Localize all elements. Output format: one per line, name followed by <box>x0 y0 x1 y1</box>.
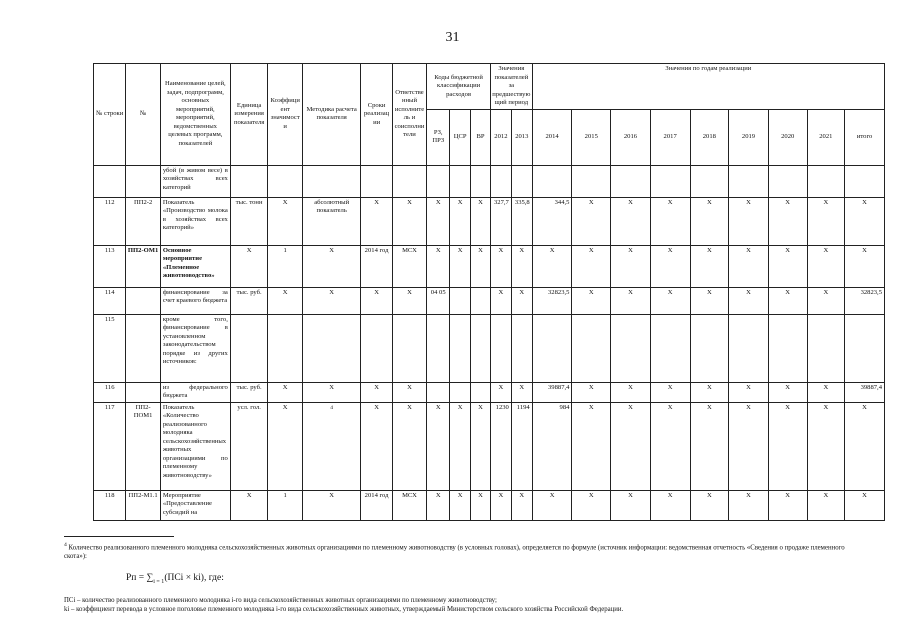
cell-csr <box>450 382 471 402</box>
cell-terms: 2014 год <box>361 245 392 287</box>
cell-name: финансирование за счет краевого бюджета <box>160 287 230 314</box>
cell-csr <box>450 165 471 197</box>
cell-value <box>690 314 729 382</box>
cell-vr: X <box>471 245 491 287</box>
cell-row-no: 115 <box>94 314 126 382</box>
cell-name: Мероприятие «Предоставление субсидий на <box>160 490 230 520</box>
cell-value <box>768 314 807 382</box>
cell-code: ПП2-М1.1 <box>126 490 160 520</box>
footnote-text <box>64 541 854 561</box>
cell-vr <box>471 287 491 314</box>
cell-value <box>611 314 651 382</box>
cell-unit: тыс. тонн <box>230 197 268 245</box>
table-row <box>94 197 885 245</box>
cell-coef: X <box>268 382 302 402</box>
cell-value <box>729 165 769 197</box>
cell-method <box>302 165 361 197</box>
cell-value: X <box>490 382 511 402</box>
cell-value: X <box>807 197 845 245</box>
cell-terms: X <box>361 197 392 245</box>
cell-csr: X <box>450 197 471 245</box>
cell-value: X <box>690 197 729 245</box>
header-coef: Коэффициент значимости <box>268 64 302 166</box>
cell-value: 1230 <box>490 402 511 490</box>
header-year: 2014 <box>532 109 572 165</box>
definition-ki: ki – коэффициент перевода в условное поголовье племенного молодняка i-го вида сельскохозяйственных животных, утверждаемый Министерством сельского хозяйства Российской Федерации. <box>64 606 624 613</box>
cell-row-no <box>94 165 126 197</box>
header-year: 2019 <box>729 109 769 165</box>
cell-value: X <box>611 490 651 520</box>
cell-row-no: 112 <box>94 197 126 245</box>
header-csr: ЦСР <box>450 109 471 165</box>
cell-value: X <box>532 490 572 520</box>
cell-value: 39887,4 <box>532 382 572 402</box>
cell-value: X <box>572 382 611 402</box>
cell-value: 1194 <box>511 402 532 490</box>
cell-responsible: МСХ <box>392 245 426 287</box>
cell-value: X <box>807 382 845 402</box>
header-year: 2016 <box>611 109 651 165</box>
cell-responsible: X <box>392 287 426 314</box>
cell-unit: тыс. руб. <box>230 382 268 402</box>
cell-value: 335,8 <box>511 197 532 245</box>
cell-method: X <box>302 382 361 402</box>
cell-value <box>572 314 611 382</box>
cell-value: 39887,4 <box>845 382 885 402</box>
cell-value <box>729 314 769 382</box>
cell-rz: X <box>427 402 450 490</box>
cell-value <box>650 165 690 197</box>
cell-unit <box>230 165 268 197</box>
header-year: 2020 <box>768 109 807 165</box>
cell-value: X <box>845 402 885 490</box>
cell-terms: 2014 год <box>361 490 392 520</box>
cell-value: X <box>650 197 690 245</box>
cell-value <box>807 165 845 197</box>
table-row <box>94 287 885 314</box>
cell-value: X <box>768 382 807 402</box>
cell-value <box>490 314 511 382</box>
cell-value: X <box>690 490 729 520</box>
cell-terms: X <box>361 402 392 490</box>
cell-vr: X <box>471 402 491 490</box>
cell-value: X <box>690 245 729 287</box>
cell-rz: 04 05 <box>427 287 450 314</box>
cell-value: 32823,5 <box>532 287 572 314</box>
cell-value <box>690 165 729 197</box>
cell-coef: X <box>268 197 302 245</box>
cell-name: Показатель «Количество реализованного молодняка сельскохозяйственных животных организациями по племенному животноводству» <box>160 402 230 490</box>
cell-name: кроме того, финансирование в установленном законодательством порядке из других источников: <box>160 314 230 382</box>
cell-value: X <box>511 287 532 314</box>
table-row <box>94 490 885 520</box>
header-terms: Сроки реализации <box>361 64 392 166</box>
cell-code <box>126 165 160 197</box>
header-row-1 <box>94 64 885 110</box>
header-year-values: Значения по годам реализации <box>532 64 884 110</box>
cell-code: ПП2-ОМ1 <box>126 245 160 287</box>
cell-rz: X <box>427 245 450 287</box>
table-row <box>94 402 885 490</box>
cell-code <box>126 314 160 382</box>
cell-coef <box>268 165 302 197</box>
header-year: 2018 <box>690 109 729 165</box>
cell-name: Основное мероприятие «Племенное животноводство» <box>160 245 230 287</box>
header-code: № <box>126 64 160 166</box>
cell-value: X <box>650 245 690 287</box>
cell-name: убой (в живом весе) в хозяйствах всех категорий <box>160 165 230 197</box>
cell-value <box>845 165 885 197</box>
cell-terms <box>361 314 392 382</box>
cell-code <box>126 287 160 314</box>
cell-responsible: X <box>392 382 426 402</box>
cell-value: X <box>650 287 690 314</box>
cell-unit: усл. гол. <box>230 402 268 490</box>
cell-csr <box>450 314 471 382</box>
header-year: 2015 <box>572 109 611 165</box>
footnote-ref: 4 <box>330 404 334 411</box>
cell-row-no: 113 <box>94 245 126 287</box>
cell-value: X <box>611 382 651 402</box>
cell-code <box>126 382 160 402</box>
table-row <box>94 165 885 197</box>
cell-rz: X <box>427 490 450 520</box>
cell-value: X <box>729 245 769 287</box>
cell-method: X <box>302 490 361 520</box>
cell-vr <box>471 314 491 382</box>
cell-value <box>611 165 651 197</box>
cell-value: X <box>572 402 611 490</box>
header-year: итого <box>845 109 885 165</box>
footnote-body: Количество реализованного племенного молодняка сельскохозяйственных животных организациями по племенному животноводству (в условных головах), определяется по формуле (источник информации: ведомственная отчетность «Сведения о продаже племенного скота»): <box>64 544 845 561</box>
formula-right: (ПСi × ki), где: <box>164 573 224 583</box>
indicators-table <box>93 63 885 521</box>
cell-coef: 1 <box>268 490 302 520</box>
cell-value: X <box>690 402 729 490</box>
header-year: 2021 <box>807 109 845 165</box>
cell-value: X <box>729 287 769 314</box>
cell-row-no: 117 <box>94 402 126 490</box>
cell-value: 984 <box>532 402 572 490</box>
cell-value: X <box>768 197 807 245</box>
cell-unit: X <box>230 245 268 287</box>
cell-value: X <box>768 402 807 490</box>
cell-value: X <box>650 402 690 490</box>
cell-row-no: 118 <box>94 490 126 520</box>
cell-value: X <box>532 245 572 287</box>
cell-rz <box>427 382 450 402</box>
cell-value: 344,5 <box>532 197 572 245</box>
cell-value: X <box>611 197 651 245</box>
cell-responsible <box>392 165 426 197</box>
cell-unit: тыс. руб. <box>230 287 268 314</box>
cell-value: X <box>650 382 690 402</box>
cell-value: X <box>572 245 611 287</box>
cell-rz: X <box>427 197 450 245</box>
header-name: Наименование целей, задач, подпрограмм, основных мероприятий, мероприятий, ведомственных целевых программ, показателей <box>160 64 230 166</box>
cell-value <box>511 165 532 197</box>
header-responsible: Ответственный исполнитель и соисполнители <box>392 64 426 166</box>
cell-coef: 1 <box>268 245 302 287</box>
header-method: Методика расчета показателя <box>302 64 361 166</box>
cell-row-no: 114 <box>94 287 126 314</box>
footnote-marker: 4 <box>64 542 67 548</box>
cell-vr: X <box>471 490 491 520</box>
cell-method: абсолютный показатель <box>302 197 361 245</box>
cell-coef <box>268 314 302 382</box>
cell-value: X <box>490 490 511 520</box>
cell-vr <box>471 165 491 197</box>
cell-value <box>845 314 885 382</box>
cell-value: X <box>572 197 611 245</box>
cell-value: X <box>807 490 845 520</box>
cell-vr: X <box>471 197 491 245</box>
cell-value: X <box>511 490 532 520</box>
cell-value: X <box>611 287 651 314</box>
cell-terms <box>361 165 392 197</box>
cell-rz <box>427 314 450 382</box>
cell-value: X <box>511 245 532 287</box>
header-unit: Единица измерения показателя <box>230 64 268 166</box>
cell-value: X <box>572 490 611 520</box>
cell-terms: X <box>361 287 392 314</box>
cell-value: X <box>845 490 885 520</box>
cell-row-no: 116 <box>94 382 126 402</box>
cell-value <box>532 314 572 382</box>
cell-value: X <box>690 382 729 402</box>
header-year: 2017 <box>650 109 690 165</box>
cell-value: X <box>572 287 611 314</box>
cell-value: X <box>650 490 690 520</box>
formula-left: Рп = ∑ <box>126 573 154 583</box>
cell-responsible: X <box>392 402 426 490</box>
cell-value: 32823,5 <box>845 287 885 314</box>
cell-value: X <box>768 490 807 520</box>
cell-responsible: МСХ <box>392 490 426 520</box>
cell-value <box>532 165 572 197</box>
cell-unit <box>230 314 268 382</box>
cell-terms: X <box>361 382 392 402</box>
cell-value: X <box>729 197 769 245</box>
cell-rz <box>427 165 450 197</box>
header-year: 2012 <box>490 109 511 165</box>
cell-coef: X <box>268 287 302 314</box>
cell-value: 327,7 <box>490 197 511 245</box>
cell-value: X <box>490 245 511 287</box>
cell-value: X <box>807 402 845 490</box>
cell-value: X <box>729 402 769 490</box>
header-row-no: № строки <box>94 64 126 166</box>
cell-csr: X <box>450 245 471 287</box>
formula <box>126 573 224 585</box>
cell-value <box>650 314 690 382</box>
table-row <box>94 245 885 287</box>
page-number: 31 <box>445 30 460 45</box>
cell-value <box>768 165 807 197</box>
table-row <box>94 314 885 382</box>
cell-value: X <box>845 245 885 287</box>
cell-coef: X <box>268 402 302 490</box>
cell-unit: X <box>230 490 268 520</box>
header-prev-values: Значения показателей за предшествующий период <box>490 64 532 110</box>
table-row <box>94 382 885 402</box>
header-rz: РЗ, ПРЗ <box>427 109 450 165</box>
definition-psi: ПСi – количество реализованного племенного молодняка i-го вида сельскохозяйственных животных организациями по племенному животноводству; <box>64 597 497 604</box>
header-vr: ВР <box>471 109 491 165</box>
cell-csr <box>450 287 471 314</box>
cell-value: X <box>807 287 845 314</box>
cell-value: X <box>690 287 729 314</box>
cell-value: X <box>845 197 885 245</box>
cell-method <box>302 402 361 490</box>
cell-value <box>490 165 511 197</box>
cell-value: X <box>807 245 845 287</box>
cell-csr: X <box>450 490 471 520</box>
cell-code: ПП2-2 <box>126 197 160 245</box>
cell-method: X <box>302 287 361 314</box>
header-budget-codes: Коды бюджетной классификации расходов <box>427 64 491 110</box>
cell-value: X <box>768 245 807 287</box>
cell-value: X <box>511 382 532 402</box>
cell-name: Показатель «Производство молока в хозяйствах всех категорий» <box>160 197 230 245</box>
header-year: 2013 <box>511 109 532 165</box>
cell-value <box>572 165 611 197</box>
cell-method: X <box>302 245 361 287</box>
cell-value: X <box>490 287 511 314</box>
cell-value <box>807 314 845 382</box>
cell-value <box>511 314 532 382</box>
footnote-separator <box>64 536 174 537</box>
cell-code: ПП2-ПОМ1 <box>126 402 160 490</box>
formula-range: i = 1 <box>153 578 165 585</box>
cell-value: X <box>729 490 769 520</box>
cell-value: X <box>768 287 807 314</box>
cell-responsible <box>392 314 426 382</box>
cell-value: X <box>611 402 651 490</box>
cell-vr <box>471 382 491 402</box>
cell-csr: X <box>450 402 471 490</box>
cell-name: из федерального бюджета <box>160 382 230 402</box>
cell-value: X <box>611 245 651 287</box>
cell-value: X <box>729 382 769 402</box>
cell-responsible: X <box>392 197 426 245</box>
cell-method <box>302 314 361 382</box>
